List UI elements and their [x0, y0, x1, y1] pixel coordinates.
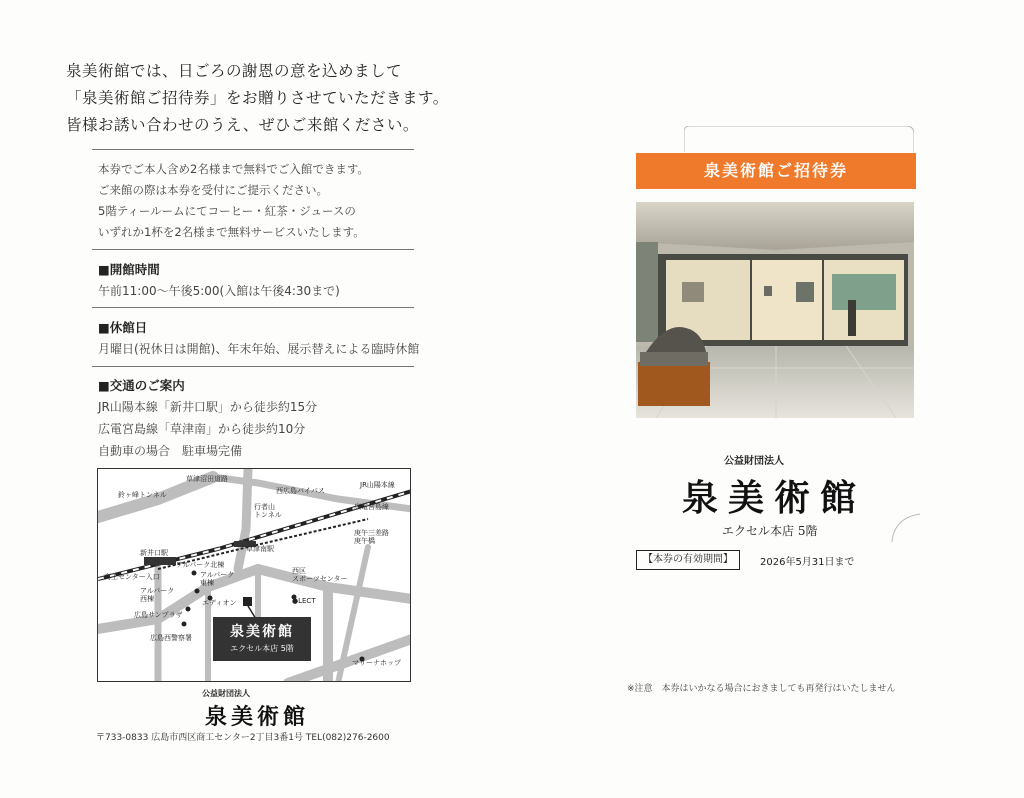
map-label: 新井口駅 — [140, 549, 168, 557]
intro-line: 皆様お誘い合わせのうえ、ぜひご来館ください。 — [66, 116, 419, 134]
access-line: JR山陽本線「新井口駅」から徒歩約15分 — [98, 400, 318, 414]
map-label: 草津南駅 — [246, 545, 274, 553]
intro-line: 「泉美術館ご招待券」をお贈りさせていただきます。 — [66, 89, 449, 107]
hours-heading: ■開館時間 — [98, 262, 160, 277]
access-map — [97, 468, 411, 682]
footer-address: 〒733-0833 広島市西区商工センター2丁目3番1号 TEL(082)276-2600 — [96, 733, 390, 743]
benefit-line: ご来館の際は本券を受付にご提示ください。 — [98, 183, 328, 197]
map-label: 鈴ヶ峰トンネル — [118, 491, 167, 499]
closed-heading: ■休館日 — [98, 320, 148, 335]
divider — [92, 149, 414, 150]
footer-logo: 泉美術館 — [205, 704, 310, 730]
validity-date: 2026年5月31日まで — [760, 557, 855, 568]
map-label: 商工センター入口 — [104, 573, 160, 581]
closed-text: 月曜日(祝休日は開館)、年末年始、展示替えによる臨時休館 — [98, 342, 420, 356]
map-label: 草津沼田道路 — [186, 475, 228, 483]
map-label: 庚午三差路 庚午橋 — [354, 529, 389, 545]
benefit-line: 5階ティールームにてコーヒー・紅茶・ジュースの — [98, 204, 356, 218]
map-label: 広島西警察署 — [150, 634, 192, 642]
map-label: 行者山 トンネル — [254, 503, 282, 519]
map-label: JR山陽本線 — [360, 481, 395, 489]
divider — [92, 249, 414, 250]
divider — [92, 366, 414, 367]
ticket-banner: 泉美術館ご招待券 — [636, 153, 916, 189]
ticket-tear-notch — [890, 512, 930, 552]
map-label: 広電宮島線 — [354, 503, 389, 511]
map-label: エディオン — [202, 599, 237, 607]
ticket-floor: エクセル本店 5階 — [722, 524, 818, 538]
ticket-subtitle: 公益財団法人 — [724, 456, 784, 467]
access-line: 自動車の場合 駐車場完備 — [98, 444, 243, 458]
map-museum-name: 泉美術館 — [230, 624, 294, 640]
gallery-photo — [636, 202, 914, 418]
map-label: ●LECT — [292, 597, 316, 605]
benefit-line: いずれか1杯を2名様まで無料サービスいたします。 — [98, 225, 365, 239]
map-label: マリーナホップ — [352, 659, 401, 667]
validity-row — [636, 550, 871, 570]
divider — [92, 307, 414, 308]
map-label: 西区 スポーツセンター — [292, 567, 348, 583]
validity-label: 【本券の有効期間】 — [636, 550, 740, 570]
map-label: アルパーク 西棟 — [140, 587, 175, 603]
ticket-logo: 泉美術館 — [682, 477, 867, 519]
map-museum-floor: エクセル本店 5階 — [230, 644, 294, 653]
benefits-text — [98, 159, 418, 243]
ticket-note: ※注意 本券はいかなる場合におきましても再発行はいたしません — [627, 684, 896, 694]
station-shin-inokuchi — [144, 557, 176, 565]
map-museum-box — [213, 617, 311, 661]
footer-subtitle: 公益財団法人 — [202, 689, 250, 698]
ticket-tab — [684, 126, 914, 152]
access-line: 広電宮島線「草津南」から徒歩約10分 — [98, 422, 306, 436]
access-heading: ■交通のご案内 — [98, 378, 185, 393]
map-label: アルパーク 東棟 — [200, 571, 235, 587]
map-label: アルパーク北棟 — [176, 561, 225, 569]
intro-text — [66, 58, 486, 139]
hours-text: 午前11:00〜午後5:00(入館は午後4:30まで) — [98, 284, 340, 298]
intro-line: 泉美術館では、日ごろの謝恩の意を込めまして — [66, 62, 403, 80]
benefit-line: 本券でご本人含め2名様まで無料でご入館できます。 — [98, 162, 369, 176]
map-label: 広島サンプラザ — [134, 611, 183, 619]
map-label: 西広島バイパス — [276, 487, 325, 495]
